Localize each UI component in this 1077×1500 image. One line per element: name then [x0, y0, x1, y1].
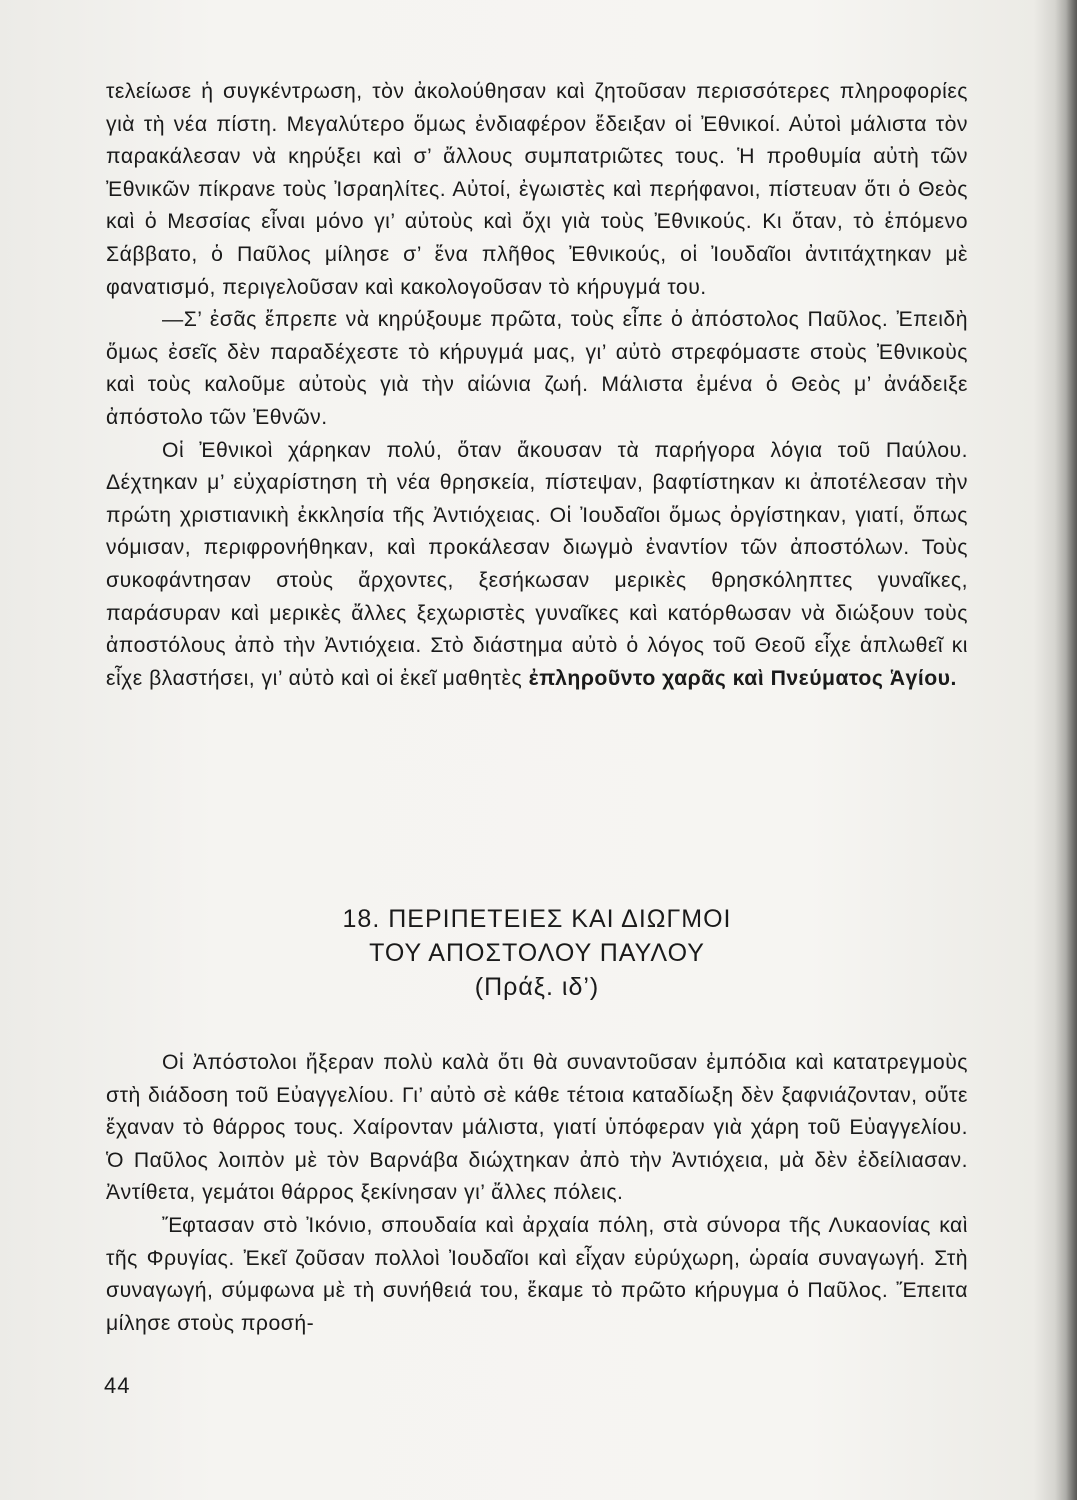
- chapter-heading: [106, 902, 968, 1004]
- page-number: 44: [104, 1373, 131, 1398]
- text-block-top: [106, 76, 968, 695]
- paragraph: —Σ’ ἐσᾶς ἔπρεπε νὰ κηρύξουμε πρῶτα, τοὺς εἶπε ὁ ἀπόστολος Παῦλος. Ἐπειδὴ ὅμως ἐσεῖς δὲν παραδέχεστε τὸ κήρυγμά μας, γι’ αὐτὸ στρεφόμαστε στοὺς Ἐθνικοὺς καὶ τοὺς καλοῦμε αὐτοὺς γιὰ τὴν αἰώνια ζωή. Μάλιστα ἐμένα ὁ Θεὸς μ’ ἀνάδειξε ἀπόστολο τῶν Ἐθνῶν.: [106, 308, 968, 429]
- page-edge-shadow: [1055, 0, 1077, 1500]
- text-block-bottom: [106, 1047, 968, 1340]
- heading-line-1: 18. ΠΕΡΙΠΕΤΕΙΕΣ ΚΑΙ ΔΙΩΓΜΟΙ: [342, 905, 732, 933]
- bold-quote: ἐπληροῦντο χαρᾶς καὶ Πνεύματος Ἁγίου.: [528, 666, 957, 690]
- heading-reference: (Πράξ. ιδ’): [474, 973, 600, 1001]
- paragraph-text: Οἱ Ἐθνικοὶ χάρηκαν πολύ, ὅταν ἄκουσαν τὰ παρήγορα λόγια τοῦ Παύλου. Δέχτηκαν μ’ εὐχαρίστηση τὴ νέα θρησκεία, πίστεψαν, βαφτίστηκαν κι ἀποτέλεσαν τὴν πρώτη χριστιανικὴ ἐκκλησία τῆς Ἀντιόχειας. Οἱ Ἰουδαῖοι ὅμως ὀργίστηκαν, γιατί, ὅπως νόμισαν, περιφρονήθηκαν, καὶ προκάλεσαν διωγμὸ ἐναντίον τῶν ἀποστόλων. Τοὺς συκοφάντησαν στοὺς ἄρχοντες, ξεσήκωσαν μερικὲς θρησκόληπτες γυναῖκες, παράσυραν καὶ μερικὲς ἄλλες ξεχωριστὲς γυναῖκες καὶ κατόρθωσαν νὰ διώξουν τοὺς ἀποστόλους ἀπὸ τὴν Ἀντιόχεια. Στὸ διάστημα αὐτὸ ὁ λόγος τοῦ Θεοῦ εἶχε ἁπλωθεῖ κι εἶχε βλαστήσει, γι’ αὐτὸ καὶ οἱ ἐκεῖ μαθητὲς: [106, 438, 968, 690]
- paragraph: Ἔφτασαν στὸ Ἰκόνιο, σπουδαία καὶ ἀρχαία πόλη, στὰ σύνορα τῆς Λυκαονίας καὶ τῆς Φρυγίας. Ἐκεῖ ζοῦσαν πολλοὶ Ἰουδαῖοι καὶ εἶχαν εὐρύχωρη, ὡραία συναγωγή. Στὴ συναγωγή, σύμφωνα μὲ τὴ συνήθειά του, ἔκαμε τὸ πρῶτο κήρυγμα ὁ Παῦλος. Ἔπειτα μίλησε στοὺς προσή-: [106, 1213, 968, 1335]
- paragraph: [106, 435, 968, 696]
- paragraph: τελείωσε ἡ συγκέντρωση, τὸν ἀκολούθησαν καὶ ζητοῦσαν περισσότερες πληροφορίες γιὰ τὴ νέα πίστη. Μεγαλύτερο ὅμως ἐνδιαφέρον ἔδειξαν οἱ Ἐθνικοί. Αὐτοὶ μάλιστα τὸν παρακάλεσαν νὰ κηρύξει καὶ σ’ ἄλλους συμπατριῶτες τους. Ἡ προθυμία αὐτὴ τῶν Ἐθνικῶν πίκρανε τοὺς Ἰσραηλίτες. Αὐτοί, ἐγωιστὲς καὶ περήφανοι, πίστευαν ὅτι ὁ Θεὸς καὶ ὁ Μεσσίας εἶναι μόνο γι’ αὐτοὺς καὶ ὄχι γιὰ τοὺς Ἐθνικούς. Κι ὅταν, τὸ ἑπόμενο Σάββατο, ὁ Παῦλος μίλησε σ’ ἕνα πλῆθος Ἐθνικούς, οἱ Ἰουδαῖοι ἀντιτάχτηκαν μὲ φανατισμό, περιγελοῦσαν καὶ κακολογοῦσαν τὸ κήρυγμά του.: [106, 80, 968, 299]
- paragraph: Οἱ Ἀπόστολοι ἤξεραν πολὺ καλὰ ὅτι θὰ συναντοῦσαν ἐμπόδια καὶ κατατρεγμοὺς στὴ διάδοση τοῦ Εὐαγγελίου. Γι’ αὐτὸ σὲ κάθε τέτοια καταδίωξη δὲν ξαφνιάζονταν, οὔτε ἔχαναν τὸ θάρρος τους. Χαίρονταν μάλιστα, γιατί ὑπόφεραν γιὰ χάρη τοῦ Εὐαγγελίου. Ὁ Παῦλος λοιπὸν μὲ τὸν Βαρνάβα διώχτηκαν ἀπὸ τὴν Ἀντιόχεια, μὰ δὲν ἐδείλιασαν. Ἀντίθετα, γεμάτοι θάρρος ξεκίνησαν γι’ ἄλλες πόλεις.: [106, 1051, 968, 1205]
- heading-line-2: ΤΟΥ ΑΠΟΣΤΟΛΟΥ ΠΑΥΛΟΥ: [369, 939, 705, 967]
